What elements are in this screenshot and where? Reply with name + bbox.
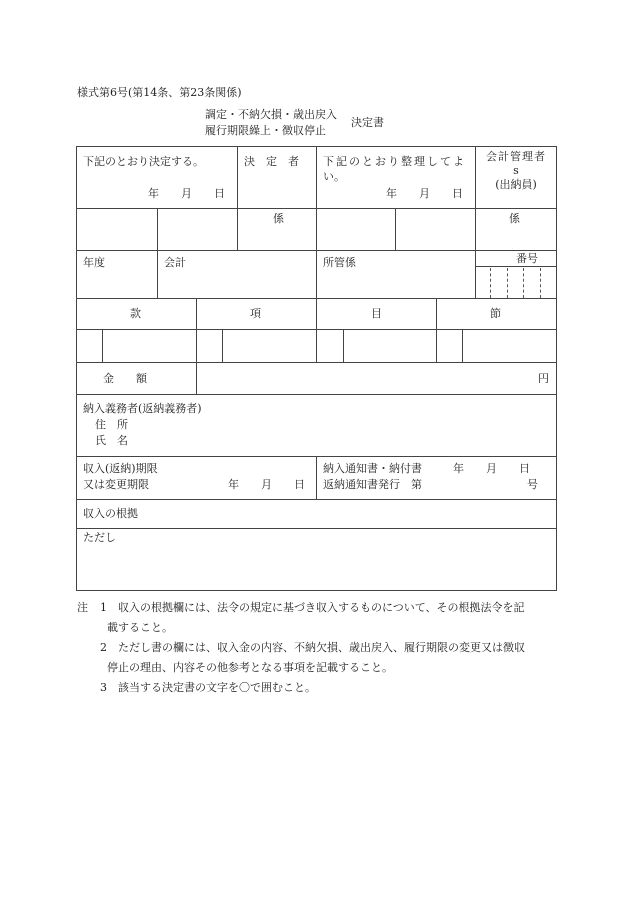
accountant-s: s [513, 164, 519, 177]
note-2-line-1: ただし書の欄には、収入金の内容、不納欠損、歳出戻入、履行期限の変更又は徴収 [118, 641, 525, 654]
obligor-label: 納入義務者(返納義務者) [83, 402, 202, 415]
title-line-2: 履行期限繰上・徴収停止 [205, 124, 326, 137]
note-2-line-2: 停止の理由、内容その他参考となる事項を記載すること。 [107, 661, 393, 674]
bango-label: 番号 [516, 252, 538, 265]
notice-label-1: 納入通知書・納付書 [323, 462, 422, 475]
kakari-label-1: 係 [273, 212, 284, 225]
kettei-label: 決 定 者 [244, 155, 299, 168]
decide-text: 下記のとおり決定する。 [83, 155, 204, 168]
title-suffix: 決定書 [351, 116, 384, 129]
deadline-label-2: 又は変更期限 [83, 478, 149, 491]
decide-date: 年 月 日 [148, 187, 225, 200]
form-number: 様式第6号(第14条、第23条関係) [77, 86, 242, 99]
setsu-label: 節 [490, 307, 501, 320]
kou-label: 項 [250, 307, 261, 320]
title-line-1: 調定・不納欠損・歳出戻入 [205, 108, 337, 121]
name-label: 氏 名 [95, 434, 128, 447]
proviso-label: ただし [83, 531, 116, 544]
yen-label: 円 [538, 372, 549, 385]
notice-number-suffix: 号 [527, 478, 538, 491]
basis-label: 収入の根拠 [83, 507, 138, 520]
kakari-label-2: 係 [509, 212, 520, 225]
kan-label: 款 [130, 307, 141, 320]
deadline-date: 年 月 日 [228, 478, 305, 491]
arrange-text-2: い。 [323, 170, 345, 183]
shokan-label: 所管係 [323, 256, 356, 269]
kaikei-label: 会計 [164, 256, 186, 269]
note-3-line-1: 該当する決定書の文字を〇で囲むこと。 [118, 681, 316, 694]
note-2-number: 2 [100, 641, 107, 654]
accountant-label: 会計管理者 [486, 150, 546, 163]
notice-date: 年 月 日 [453, 462, 530, 475]
notes-label: 注 [77, 601, 88, 614]
note-1-number: 1 [100, 601, 107, 614]
moku-label: 目 [371, 307, 382, 320]
kingaku-label: 金 額 [103, 372, 147, 385]
deadline-label-1: 収入(返納)期限 [83, 462, 158, 475]
arrange-text-1: 下記のとおり整理してよ [323, 155, 466, 168]
address-label: 住 所 [95, 418, 128, 431]
note-1-line-2: 載すること。 [107, 621, 173, 634]
arrange-date: 年 月 日 [386, 187, 463, 200]
note-3-number: 3 [100, 681, 107, 694]
nendo-label: 年度 [83, 256, 105, 269]
note-1-line-1: 収入の根拠欄には、法令の規定に基づき収入するものについて、その根拠法令を記 [118, 601, 525, 614]
accountant-sub-label: (出納員) [495, 178, 537, 191]
notice-label-2: 返納通知書発行 第 [323, 478, 422, 491]
